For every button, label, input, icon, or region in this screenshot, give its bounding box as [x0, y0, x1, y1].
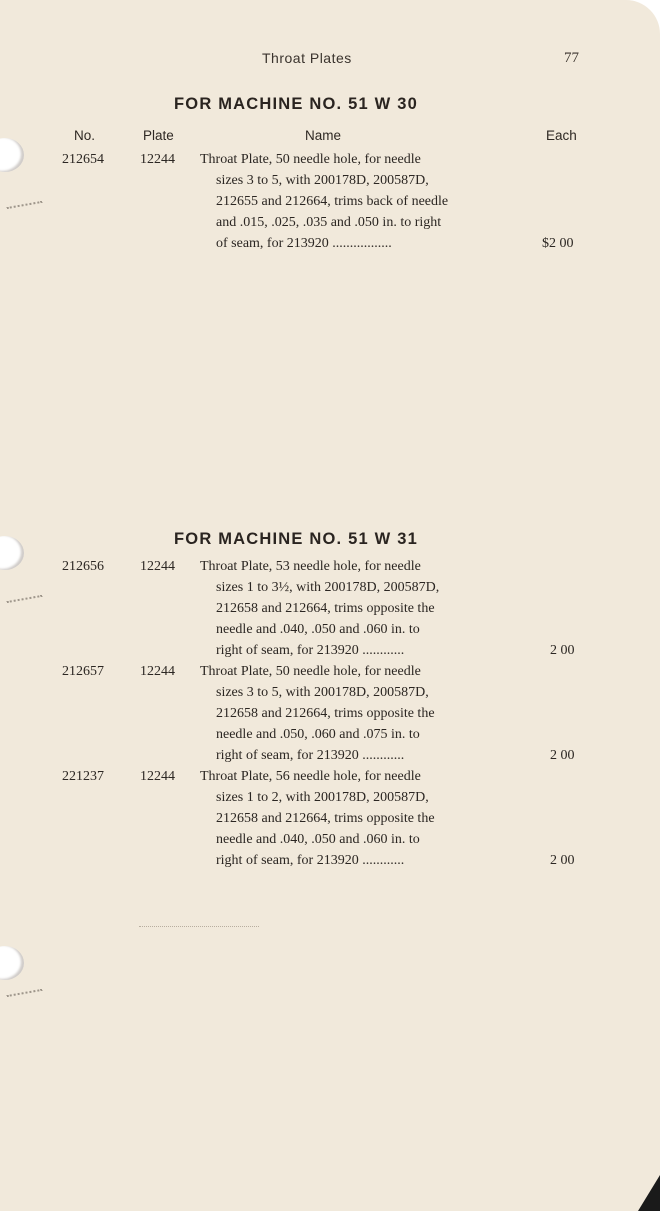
- faint-rule: [139, 926, 259, 927]
- description-line: sizes 1 to 3½, with 200178D, 200587D,: [216, 580, 440, 595]
- description-line: 212658 and 212664, trims opposite the: [216, 601, 435, 616]
- description-line: sizes 3 to 5, with 200178D, 200587D,: [216, 173, 429, 188]
- description-line: of seam, for 213920 .................: [216, 236, 392, 251]
- price: 2 00: [550, 643, 575, 658]
- binder-hole-middle: [0, 536, 24, 570]
- description-line: right of seam, for 213920 ............: [216, 853, 405, 868]
- plate-number: 12244: [140, 664, 175, 679]
- description-line: right of seam, for 213920 ............: [216, 748, 405, 763]
- description-line: Throat Plate, 56 needle hole, for needle: [200, 769, 421, 784]
- torn-fibers-bottom: [6, 983, 43, 997]
- description-line: sizes 1 to 2, with 200178D, 200587D,: [216, 790, 429, 805]
- price: 2 00: [550, 853, 575, 868]
- part-number: 212657: [62, 664, 104, 679]
- description-line: Throat Plate, 50 needle hole, for needle: [200, 152, 421, 167]
- description-line: and .015, .025, .035 and .050 in. to right: [216, 215, 442, 230]
- section-heading-51w31: FOR MACHINE NO. 51 W 31: [174, 530, 418, 548]
- description-line: sizes 3 to 5, with 200178D, 200587D,: [216, 685, 429, 700]
- plate-number: 12244: [140, 559, 175, 574]
- plate-number: 12244: [140, 152, 175, 167]
- description-line: 212655 and 212664, trims back of needle: [216, 194, 449, 209]
- binder-hole-bottom: [0, 946, 24, 980]
- description-line: 212658 and 212664, trims opposite the: [216, 811, 435, 826]
- column-header-name: Name: [305, 128, 342, 143]
- part-number: 221237: [62, 769, 104, 784]
- torn-fibers-middle: [6, 589, 43, 603]
- description-line: needle and .050, .060 and .075 in. to: [216, 727, 420, 742]
- binder-hole-top: [0, 138, 24, 172]
- page-corner: [638, 1175, 660, 1211]
- part-number: 212656: [62, 559, 104, 574]
- page-number: 77: [564, 50, 579, 66]
- price: 2 00: [550, 748, 575, 763]
- price: $2 00: [542, 236, 574, 251]
- column-header-plate: Plate: [143, 128, 174, 143]
- running-title: Throat Plates: [262, 50, 352, 66]
- column-header-each: Each: [546, 128, 577, 143]
- column-header-no: No.: [74, 128, 96, 143]
- description-line: Throat Plate, 50 needle hole, for needle: [200, 664, 421, 679]
- description-line: needle and .040, .050 and .060 in. to: [216, 622, 420, 637]
- plate-number: 12244: [140, 769, 175, 784]
- section-heading-51w30: FOR MACHINE NO. 51 W 30: [174, 95, 418, 113]
- description-line: 212658 and 212664, trims opposite the: [216, 706, 435, 721]
- part-number: 212654: [62, 152, 104, 167]
- description-line: needle and .040, .050 and .060 in. to: [216, 832, 420, 847]
- description-line: right of seam, for 213920 ............: [216, 643, 405, 658]
- description-line: Throat Plate, 53 needle hole, for needle: [200, 559, 421, 574]
- torn-fibers-top: [6, 195, 43, 209]
